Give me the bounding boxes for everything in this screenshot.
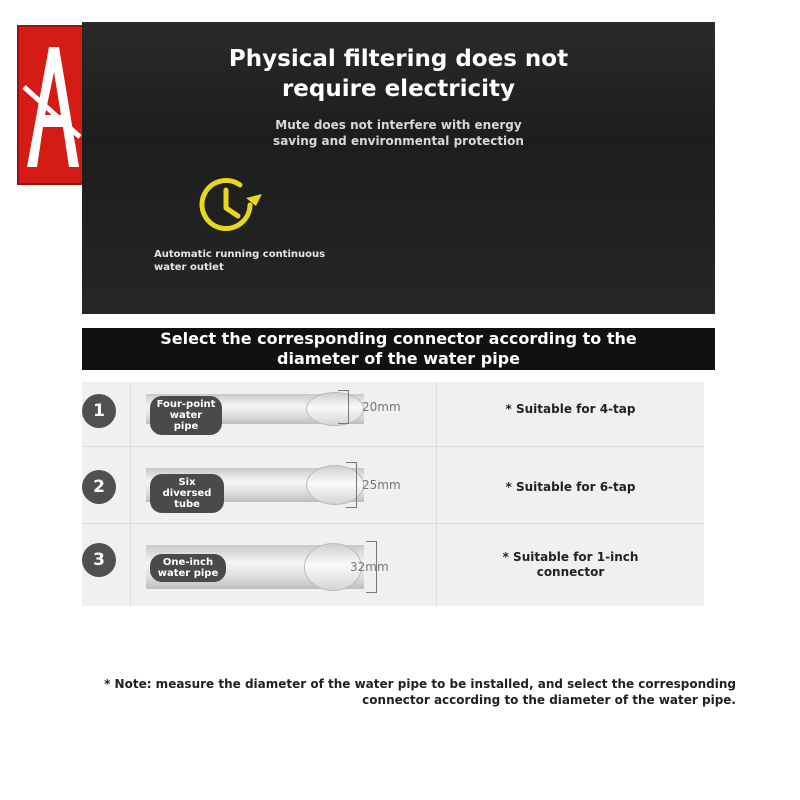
dimension-bracket — [346, 462, 357, 508]
hero-title: Physical filtering does not require electricity — [228, 46, 569, 102]
section-banner — [82, 328, 715, 370]
hero-subtitle: Mute does not interfere with energy saving and environmental protection — [273, 118, 524, 148]
pipe-label: Six diversed tube — [150, 474, 224, 513]
row-number-badge: 3 — [82, 543, 116, 577]
banner-text: Select the corresponding connector according to the diameter of the water pipe — [160, 329, 637, 368]
spec-text: * Suitable for 1-inch connector — [502, 550, 639, 579]
connector-table — [82, 382, 704, 606]
diameter-label: 25mm — [362, 478, 401, 492]
pipe-end — [306, 392, 364, 426]
spec-text: * Suitable for 6-tap — [505, 480, 636, 494]
footnote: * Note: measure the diameter of the water pipe to be installed, and select the corresponding connector according to the diameter of the water pipe. — [104, 677, 736, 707]
feature-caption: Automatic running continuous water outlet — [154, 249, 326, 273]
clock-icon — [190, 168, 264, 242]
table-row — [82, 525, 704, 599]
row-number-badge: 2 — [82, 470, 116, 504]
brand-logo-glyph — [19, 27, 85, 183]
brand-logo — [17, 25, 87, 185]
hero-panel — [82, 22, 715, 314]
spec-text: * Suitable for 4-tap — [505, 402, 636, 416]
row-number-badge: 1 — [82, 394, 116, 428]
dimension-bracket — [338, 390, 349, 424]
table-row — [82, 382, 704, 456]
table-row — [82, 448, 704, 522]
row-divider — [82, 446, 704, 447]
pipe-label: Four-point water pipe — [150, 396, 222, 435]
row-divider — [82, 523, 704, 524]
diameter-label: 20mm — [362, 400, 401, 414]
pipe-label: One-inch water pipe — [150, 554, 226, 582]
diameter-label: 32mm — [350, 560, 389, 574]
